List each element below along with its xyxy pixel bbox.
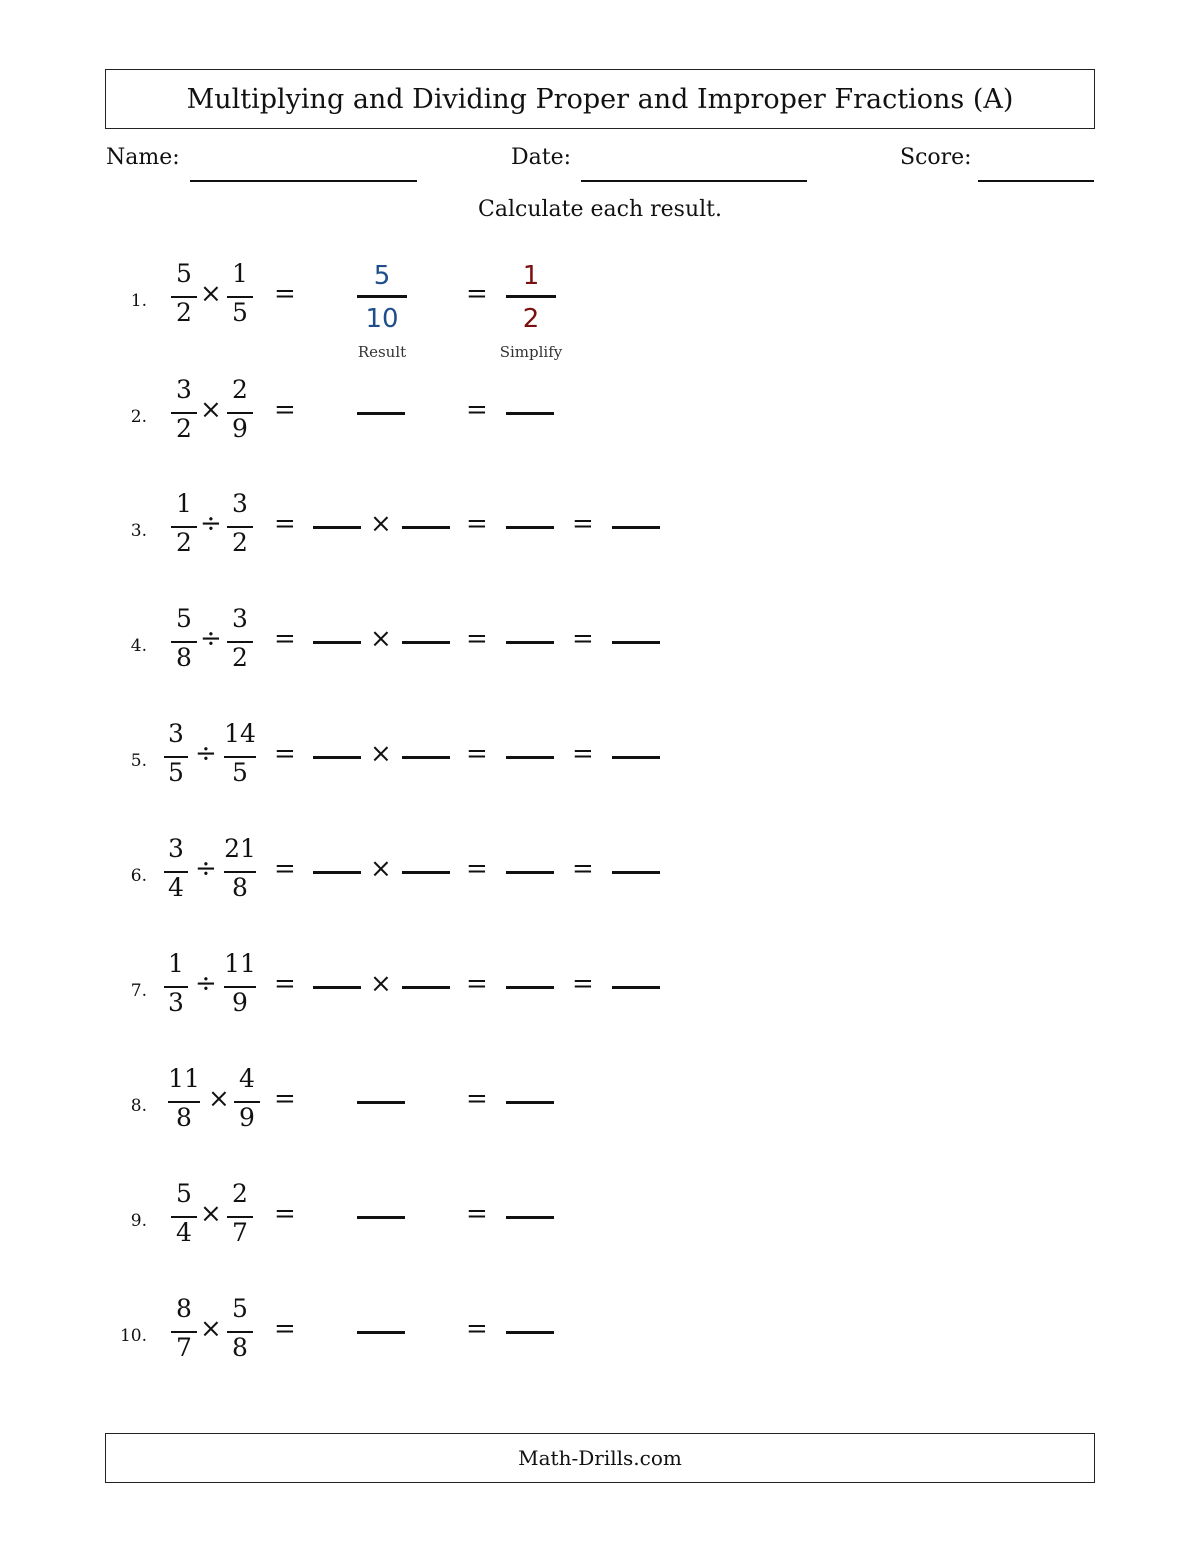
problem-7 xyxy=(0,948,1200,1028)
simplify-blank[interactable] xyxy=(612,871,660,874)
result-blank[interactable] xyxy=(357,1101,405,1104)
footer: Math-Drills.com xyxy=(105,1433,1095,1483)
problem-2 xyxy=(0,374,1200,454)
example-simplify-denominator: 2 xyxy=(522,304,540,334)
second-fraction-denominator: 9 xyxy=(239,1103,255,1132)
problem-10 xyxy=(0,1293,1200,1373)
problem-5 xyxy=(0,718,1200,798)
simplify-caption: Simplify xyxy=(499,343,563,361)
equals-sign: = xyxy=(466,739,488,769)
second-fraction-denominator: 9 xyxy=(232,988,248,1017)
equals-sign: = xyxy=(466,1084,488,1114)
problem-number: 7. xyxy=(130,981,147,1001)
first-fraction-denominator: 4 xyxy=(168,873,184,902)
problem-number: 8. xyxy=(130,1096,147,1116)
reciprocal-blank-2[interactable] xyxy=(402,526,450,529)
second-fraction-numerator: 1 xyxy=(232,259,248,288)
operator-symbol: × xyxy=(200,279,222,309)
second-fraction-numerator: 14 xyxy=(224,719,256,748)
example-simplify-numerator: 1 xyxy=(522,261,540,291)
second-fraction-numerator: 3 xyxy=(232,604,248,633)
simplify-blank[interactable] xyxy=(612,526,660,529)
second-fraction-numerator: 2 xyxy=(232,375,248,404)
score-blank[interactable] xyxy=(978,180,1094,182)
result-blank[interactable] xyxy=(506,986,554,989)
first-fraction-numerator: 3 xyxy=(168,719,184,748)
simplify-blank[interactable] xyxy=(506,1101,554,1104)
first-fraction-denominator: 7 xyxy=(176,1333,192,1362)
date-label: Date: xyxy=(511,145,572,170)
first-fraction-denominator: 3 xyxy=(168,988,184,1017)
simplify-blank[interactable] xyxy=(612,986,660,989)
first-fraction-denominator: 2 xyxy=(176,528,192,557)
second-fraction-denominator: 5 xyxy=(232,758,248,787)
second-fraction-denominator: 8 xyxy=(232,873,248,902)
problem-8 xyxy=(0,1063,1200,1143)
result-blank[interactable] xyxy=(357,412,405,415)
equals-sign: = xyxy=(572,969,594,999)
reciprocal-blank-1[interactable] xyxy=(313,756,361,759)
reciprocal-blank-2[interactable] xyxy=(402,871,450,874)
equals-sign: = xyxy=(274,969,296,999)
fraction-bar xyxy=(357,295,407,298)
problem-1 xyxy=(0,258,1200,361)
operator-symbol: ÷ xyxy=(200,624,222,654)
simplify-blank[interactable] xyxy=(612,641,660,644)
equals-sign: = xyxy=(274,739,296,769)
name-blank[interactable] xyxy=(190,180,417,182)
simplify-blank[interactable] xyxy=(506,1216,554,1219)
result-blank[interactable] xyxy=(506,526,554,529)
equals-sign: = xyxy=(274,279,296,309)
problem-number: 3. xyxy=(130,521,147,541)
simplify-blank[interactable] xyxy=(506,412,554,415)
second-fraction-numerator: 2 xyxy=(232,1179,248,1208)
result-blank[interactable] xyxy=(506,756,554,759)
problem-3 xyxy=(0,488,1200,568)
problem-9 xyxy=(0,1178,1200,1258)
simplify-blank[interactable] xyxy=(506,1331,554,1334)
equals-sign: = xyxy=(466,854,488,884)
equals-sign: = xyxy=(572,739,594,769)
reciprocal-blank-1[interactable] xyxy=(313,986,361,989)
first-fraction-numerator: 5 xyxy=(176,604,192,633)
fraction-bar xyxy=(506,295,556,298)
problem-number: 1. xyxy=(130,291,147,311)
result-blank[interactable] xyxy=(506,871,554,874)
result-blank[interactable] xyxy=(506,641,554,644)
second-fraction-denominator: 7 xyxy=(232,1218,248,1247)
problem-number: 6. xyxy=(130,866,147,886)
problem-6 xyxy=(0,833,1200,913)
operator-symbol: ÷ xyxy=(195,969,217,999)
second-fraction-numerator: 21 xyxy=(224,834,256,863)
second-fraction-numerator: 4 xyxy=(239,1064,255,1093)
equals-sign: = xyxy=(572,854,594,884)
times-symbol: × xyxy=(370,739,392,769)
first-fraction-numerator: 1 xyxy=(176,489,192,518)
times-symbol: × xyxy=(370,624,392,654)
equals-sign: = xyxy=(466,395,488,425)
reciprocal-blank-1[interactable] xyxy=(313,641,361,644)
problem-number: 9. xyxy=(130,1211,147,1231)
equals-sign: = xyxy=(274,1199,296,1229)
name-label: Name: xyxy=(106,145,180,170)
second-fraction-denominator: 2 xyxy=(232,528,248,557)
first-fraction-numerator: 3 xyxy=(176,375,192,404)
simplify-blank[interactable] xyxy=(612,756,660,759)
first-fraction-denominator: 2 xyxy=(176,414,192,443)
first-fraction-numerator: 11 xyxy=(168,1064,200,1093)
equals-sign: = xyxy=(572,509,594,539)
first-fraction-denominator: 4 xyxy=(176,1218,192,1247)
operator-symbol: × xyxy=(200,1314,222,1344)
equals-sign: = xyxy=(572,624,594,654)
reciprocal-blank-2[interactable] xyxy=(402,986,450,989)
second-fraction-numerator: 3 xyxy=(232,489,248,518)
operator-symbol: × xyxy=(208,1084,230,1114)
score-label: Score: xyxy=(900,145,972,170)
times-symbol: × xyxy=(370,509,392,539)
equals-sign: = xyxy=(274,854,296,884)
second-fraction-denominator: 5 xyxy=(232,298,248,327)
equals-sign: = xyxy=(274,1084,296,1114)
equals-sign: = xyxy=(466,509,488,539)
example-result-denominator: 10 xyxy=(365,304,399,334)
equals-sign: = xyxy=(466,1199,488,1229)
worksheet-title: Multiplying and Dividing Proper and Improper Fractions (A) xyxy=(105,69,1095,129)
equals-sign: = xyxy=(274,624,296,654)
problem-number: 4. xyxy=(130,636,147,656)
times-symbol: × xyxy=(370,854,392,884)
problem-number: 10. xyxy=(119,1326,147,1346)
reciprocal-blank-2[interactable] xyxy=(402,641,450,644)
operator-symbol: × xyxy=(200,1199,222,1229)
result-caption: Result xyxy=(357,343,407,361)
first-fraction-numerator: 5 xyxy=(176,259,192,288)
reciprocal-blank-2[interactable] xyxy=(402,756,450,759)
first-fraction-denominator: 2 xyxy=(176,298,192,327)
problem-4 xyxy=(0,603,1200,683)
equals-sign: = xyxy=(466,1314,488,1344)
first-fraction-numerator: 3 xyxy=(168,834,184,863)
problem-number: 2. xyxy=(130,407,147,427)
problem-number: 5. xyxy=(130,751,147,771)
second-fraction-denominator: 9 xyxy=(232,414,248,443)
second-fraction-denominator: 2 xyxy=(232,643,248,672)
operator-symbol: ÷ xyxy=(200,509,222,539)
operator-symbol: × xyxy=(200,395,222,425)
instructions: Calculate each result. xyxy=(478,197,722,222)
equals-sign: = xyxy=(274,1314,296,1344)
date-blank[interactable] xyxy=(581,180,807,182)
operator-symbol: ÷ xyxy=(195,739,217,769)
second-fraction-numerator: 11 xyxy=(224,949,256,978)
second-fraction-numerator: 5 xyxy=(232,1294,248,1323)
first-fraction-numerator: 5 xyxy=(176,1179,192,1208)
first-fraction-numerator: 8 xyxy=(176,1294,192,1323)
reciprocal-blank-1[interactable] xyxy=(313,526,361,529)
example-result-numerator: 5 xyxy=(373,261,391,291)
first-fraction-denominator: 8 xyxy=(176,1103,192,1132)
equals-sign: = xyxy=(274,509,296,539)
equals-sign: = xyxy=(466,624,488,654)
equals-sign: = xyxy=(274,395,296,425)
reciprocal-blank-1[interactable] xyxy=(313,871,361,874)
first-fraction-numerator: 1 xyxy=(168,949,184,978)
first-fraction-denominator: 5 xyxy=(168,758,184,787)
first-fraction-denominator: 8 xyxy=(176,643,192,672)
operator-symbol: ÷ xyxy=(195,854,217,884)
times-symbol: × xyxy=(370,969,392,999)
second-fraction-denominator: 8 xyxy=(232,1333,248,1362)
result-blank[interactable] xyxy=(357,1216,405,1219)
equals-sign: = xyxy=(466,279,488,309)
result-blank[interactable] xyxy=(357,1331,405,1334)
equals-sign: = xyxy=(466,969,488,999)
